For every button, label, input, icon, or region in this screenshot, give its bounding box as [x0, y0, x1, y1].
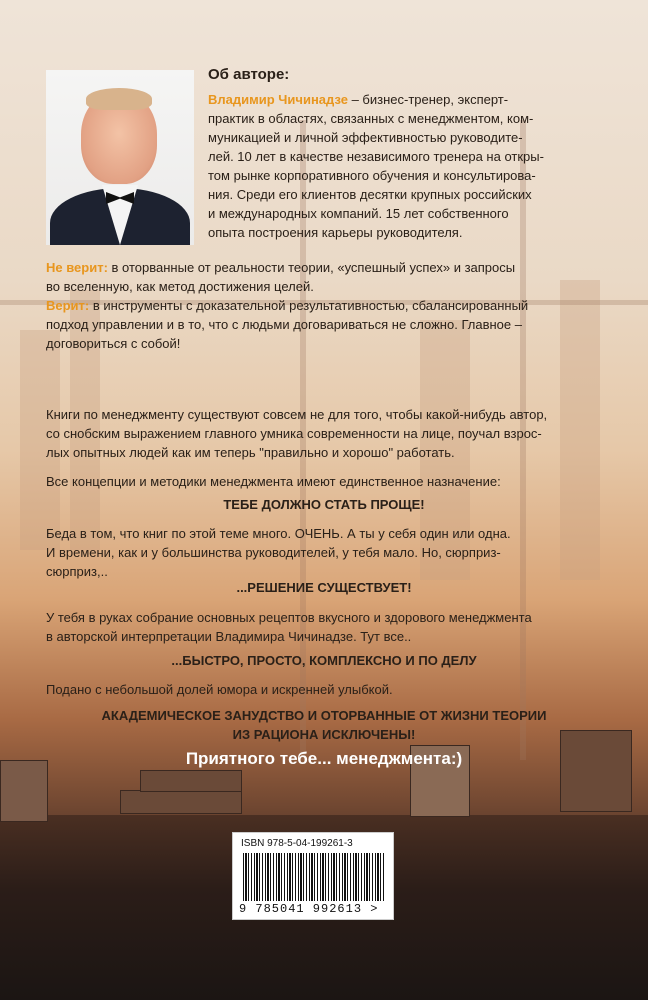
headline-simpler: ТЕБЕ ДОЛЖНО СТАТЬ ПРОЩЕ!: [223, 497, 425, 512]
paragraph-problem: Беда в том, что книг по этой теме много. ОЧЕНЬ. А ты у себя один или одна. И времени, как и у большинства руководителей, у тебя мало. Но, сюрприз- сюрприз,..: [46, 526, 511, 579]
about-bio: Владимир Чичинадзе – бизнес-тренер, эксперт- практик в областях, связанных с менеджментом, ком- муникацией и личной эффективностью руководите- лей. 10 лет в качестве независимого тренера на откры- том рынке корпоративного обучения и консультирова- ния. Среди его клиентов десятки крупных российских и международных компаний. 15 лет собственного опыта построения карьеры руководителя.: [208, 92, 544, 240]
not-believes-label: Не верит:: [46, 260, 108, 275]
book-stack: [120, 790, 242, 814]
paragraph-purpose: Все концепции и методики менеджмента имеют единственное назначение:: [46, 474, 501, 489]
barcode-digits: 9 785041 992613 >: [239, 902, 379, 916]
closing-line: Приятного тебе... менеджмента:): [185, 749, 463, 768]
believes-label: Верит:: [46, 298, 90, 313]
author-photo: [46, 70, 194, 245]
headline-academic: АКАДЕМИЧЕСКОЕ ЗАНУДСТВО И ОТОРВАННЫЕ ОТ ЖИЗНИ ТЕОРИИ ИЗ РАЦИОНА ИСКЛЮЧЕНЫ!: [101, 708, 547, 742]
paragraph-humor: Подано с небольшой долей юмора и искренней улыбкой.: [46, 682, 393, 697]
plant-pot: [0, 760, 48, 822]
headline-solution: ...РЕШЕНИЕ СУЩЕСТВУЕТ!: [236, 580, 412, 595]
isbn-number: ISBN 978-5-04-199261-3: [241, 838, 353, 849]
about-heading: Об авторе:: [208, 66, 290, 83]
author-name: Владимир Чичинадзе: [208, 92, 348, 107]
headline-fast-simple: ...БЫСТРО, ПРОСТО, КОМПЛЕКСНО И ПО ДЕЛУ: [171, 653, 477, 668]
paragraph-intro: Книги по менеджменту существуют совсем не для того, чтобы какой-нибудь автор, со снобским выражением главного умника современности на лице, поучал взрос- лых опытных людей как им теперь "правильно и хорошо" работать.: [46, 407, 548, 460]
book-stack: [140, 770, 242, 792]
isbn-barcode-box: [232, 832, 394, 920]
barcode-icon: [243, 853, 385, 901]
paragraph-recipes: У тебя в руках собрание основных рецептов вкусного и здорового менеджмента в авторской интерпретации Владимира Чичинадзе. Тут все..: [46, 610, 532, 644]
author-hair: [86, 88, 152, 110]
beliefs-block: Не верит: в оторванные от реальности теории, «успешный успех» и запросы во вселенную, как метод достижения целей. Верит: в инструменты с доказательной результативностью, сбалансированный подход управлении и в то, что с людьми договариваться не сложно. Главное – договориться с собой!: [46, 260, 529, 351]
